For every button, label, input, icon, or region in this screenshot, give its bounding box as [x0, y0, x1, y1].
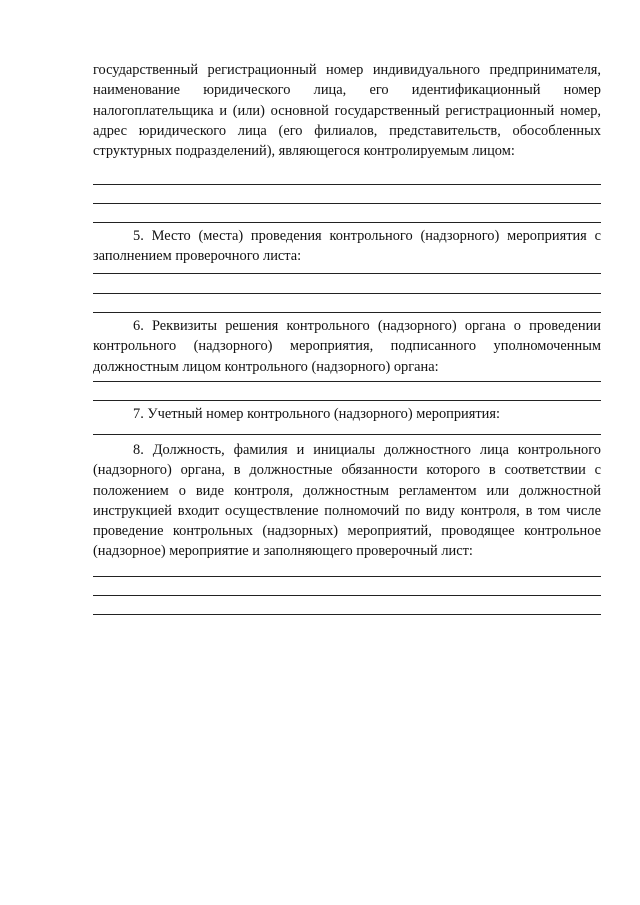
intro-fill-line-3[interactable] — [93, 222, 601, 223]
section-5 — [93, 226, 601, 267]
section-8-fill-line-1[interactable] — [93, 576, 601, 577]
section-6-paragraph: 6. Реквизиты решения контрольного (надзорного) органа о проведении контрольного (надзорного) мероприятия, подписанного уполномоченным должностным лицом контрольного (надзорного) органа: — [93, 318, 601, 375]
section-5-fill-line-1[interactable] — [93, 273, 601, 274]
section-8-paragraph: 8. Должность, фамилия и инициалы должностного лица контрольного (надзорного) органа, в должностные обязанности которого в соответствии с положением о виде контроля, должностным регламентом или должностной инструкцией входит осуществление полномочий по виду контроля, в том числе проведение контрольных (надзорных) мероприятий, проводящее контрольное (надзорное) мероприятие и заполняющего проверочный лист: — [93, 442, 601, 560]
section-6-fill-line-1[interactable] — [93, 381, 601, 382]
section-5-paragraph: 5. Место (места) проведения контрольного (надзорного) мероприятия с заполнением проверочного листа: — [93, 228, 601, 265]
section-7-paragraph: 7. Учетный номер контрольного (надзорного) мероприятия: — [133, 406, 500, 422]
intro-fill-line-2[interactable] — [93, 203, 601, 204]
section-5-fill-line-2[interactable] — [93, 293, 601, 294]
section-6 — [93, 316, 601, 377]
section-7-fill-line-1[interactable] — [93, 434, 601, 435]
intro-paragraph: государственный регистрационный номер индивидуального предпринимателя, наименование юридического лица, его идентификационный номер налогоплательщика и (или) основной государственный регистрационный номер, адрес юридического лица (его филиалов, представительств, обособленных структурных подразделений), являющегося контролируемым лицом: — [93, 62, 601, 160]
intro-fill-line-1[interactable] — [93, 184, 601, 185]
section-5-fill-line-3[interactable] — [93, 312, 601, 313]
section-8-fill-line-3[interactable] — [93, 614, 601, 615]
section-7 — [93, 404, 601, 424]
section-intro — [93, 60, 601, 161]
section-6-fill-line-2[interactable] — [93, 400, 601, 401]
section-8-fill-line-2[interactable] — [93, 595, 601, 596]
section-8 — [93, 440, 601, 562]
